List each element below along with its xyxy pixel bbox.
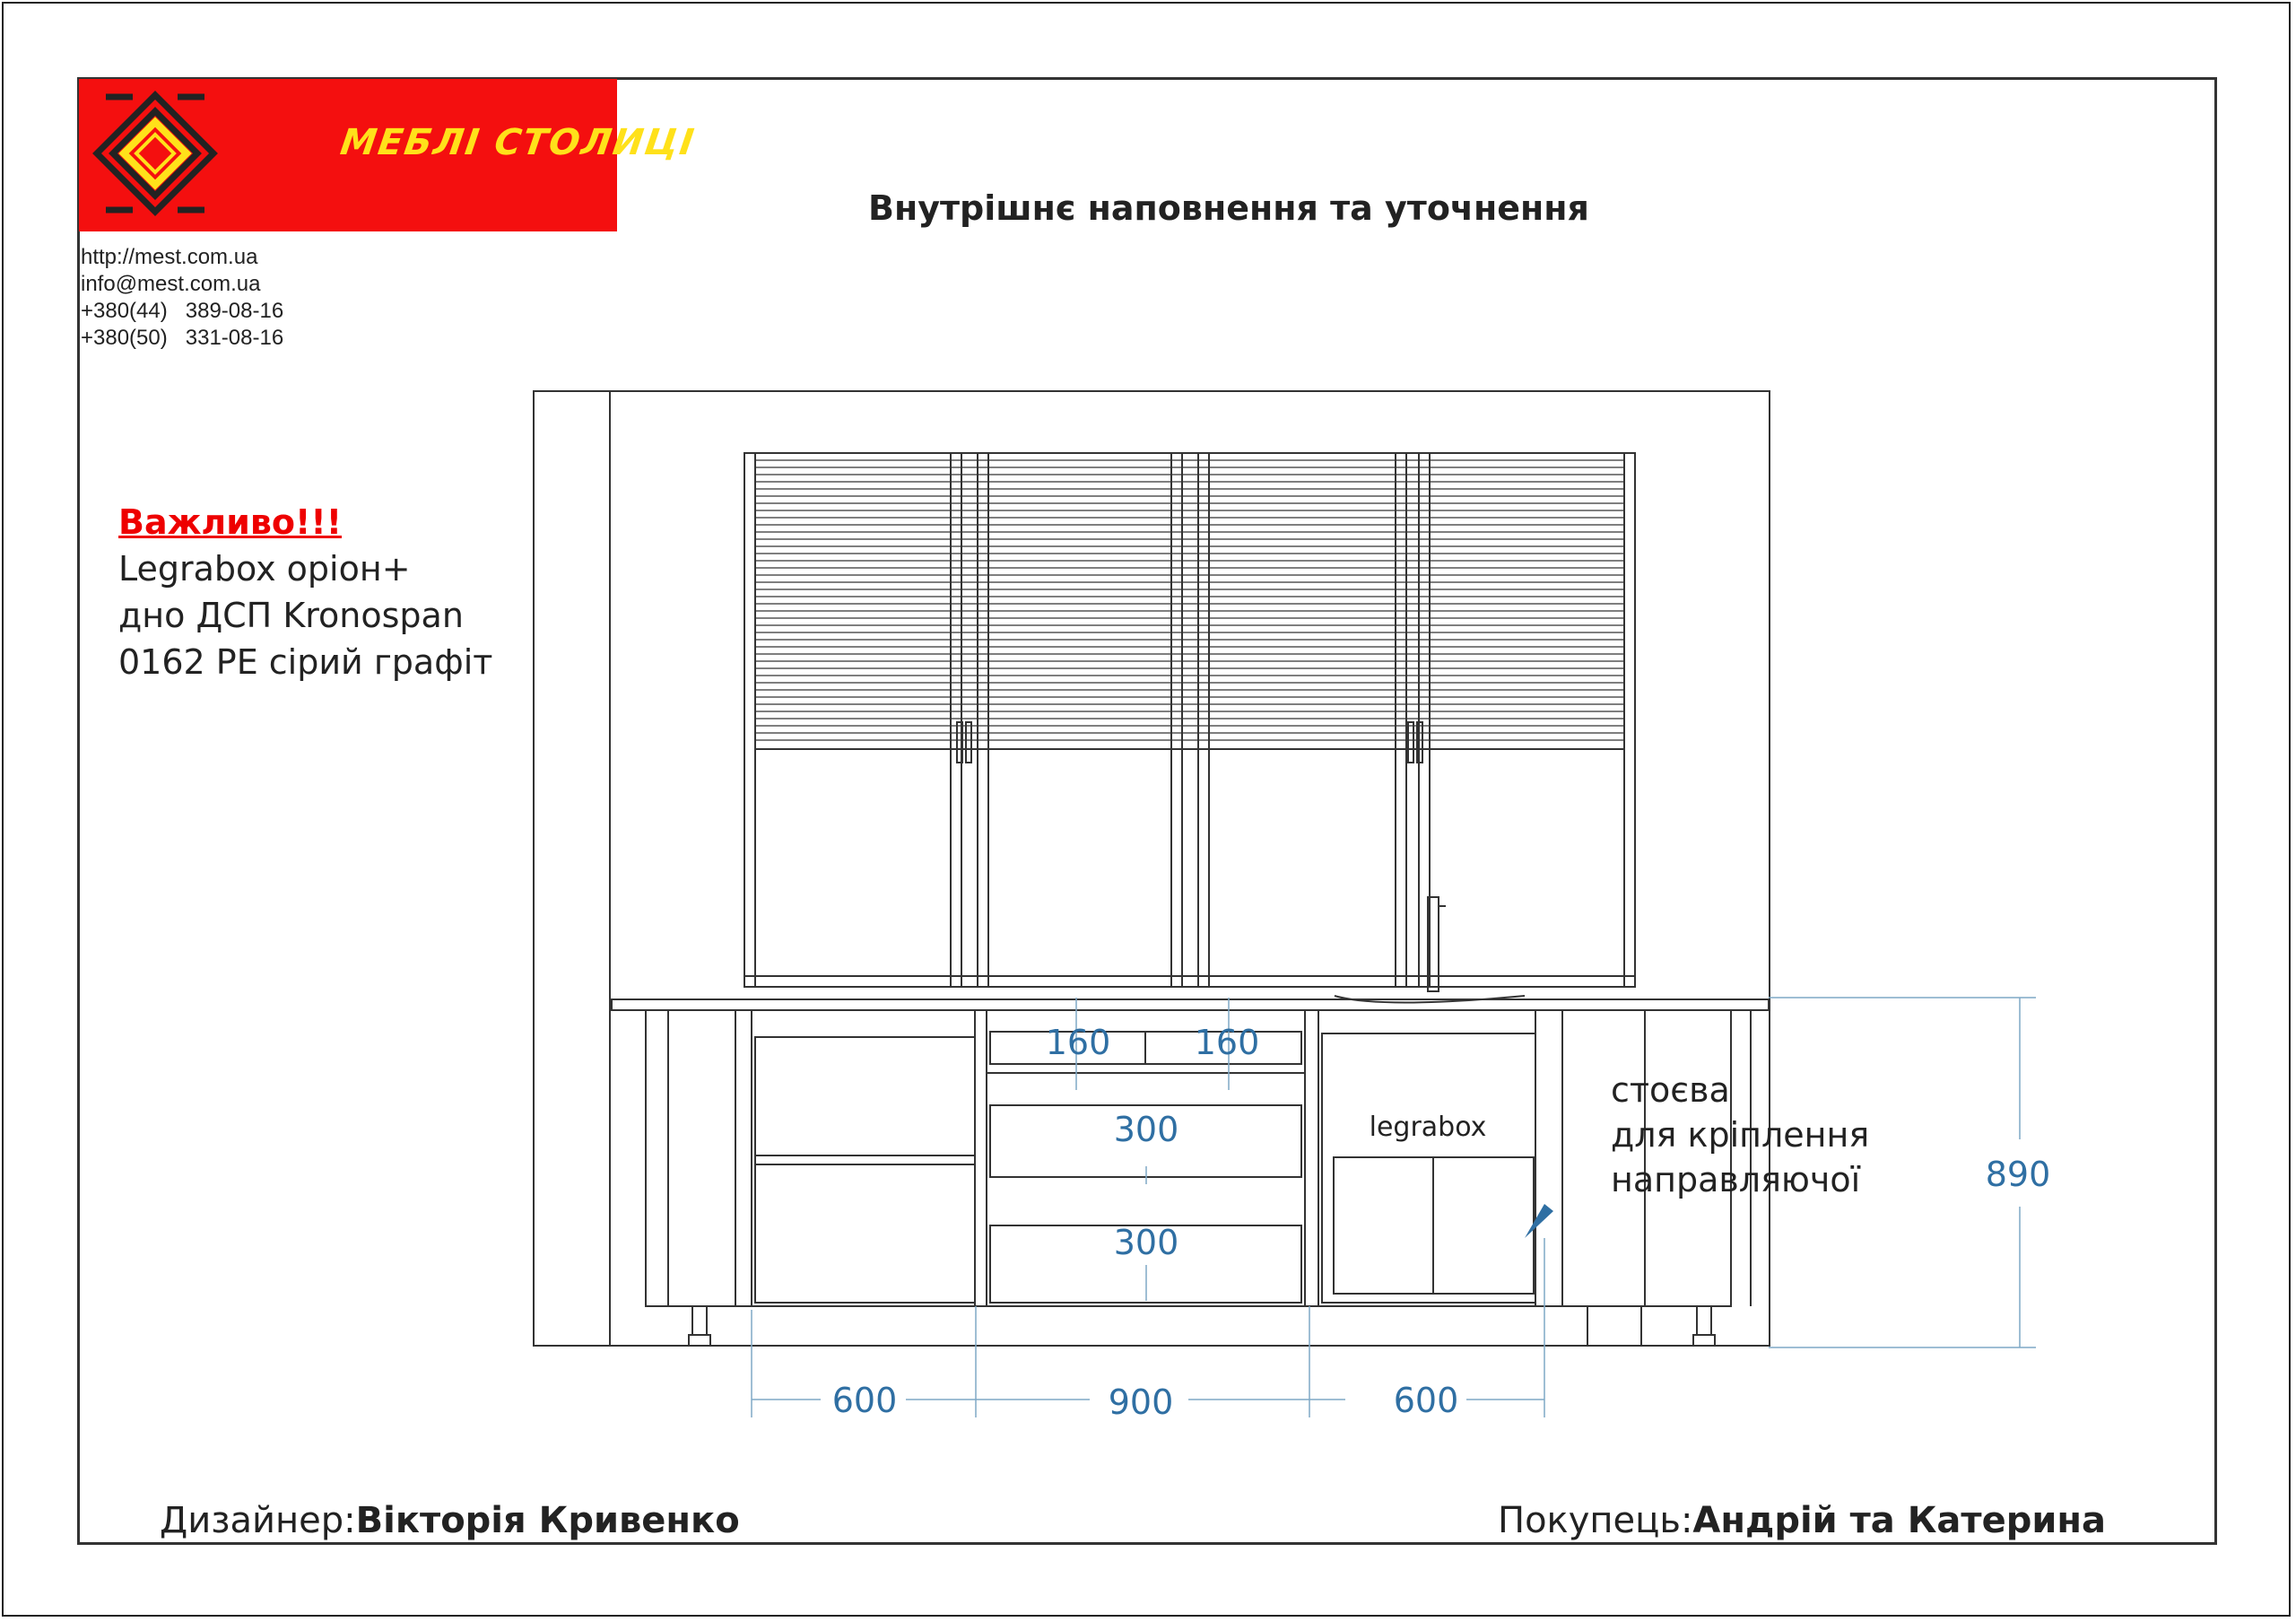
legrabox-label: legrabox xyxy=(1369,1112,1487,1143)
dim-width-left: 600 xyxy=(831,1381,898,1420)
window-blinds xyxy=(755,460,1624,740)
countertop xyxy=(612,999,1769,1010)
customer-label: Покупець: xyxy=(1498,1500,1693,1541)
post-label-line-3: направляючої xyxy=(1611,1160,1861,1199)
designer-name: Вікторія Кривенко xyxy=(355,1500,740,1541)
customer-name: Андрій та Катерина xyxy=(1692,1500,2107,1541)
dim-width-right: 600 xyxy=(1393,1381,1459,1420)
dim-height-total: 890 xyxy=(1985,1155,2051,1194)
note-line-3: 0162 PE сірий графіт xyxy=(118,642,493,682)
brand-name: МЕБЛІ СТОЛИЦІ xyxy=(337,122,699,163)
website-link[interactable]: http://mest.com.ua xyxy=(81,245,258,269)
note-line-1: Legrabox оріон+ xyxy=(118,549,411,589)
post-label-line-2: для кріплення xyxy=(1611,1115,1870,1155)
left-cabinet xyxy=(755,1037,975,1303)
wall-outline xyxy=(534,391,1770,1346)
post-label-line-1: стоєва xyxy=(1611,1070,1730,1110)
leg-left xyxy=(692,1306,707,1335)
dimension-arrows xyxy=(1525,1204,1553,1238)
dim-drawer-low: 300 xyxy=(1113,1223,1179,1262)
note-heading: Важливо!!! xyxy=(118,502,343,542)
designer-label: Дизайнер: xyxy=(160,1500,356,1541)
dim-drawer-top-right: 160 xyxy=(1194,1023,1260,1062)
phone-1: +380(44) 389-08-16 xyxy=(81,299,284,323)
dim-drawer-mid: 300 xyxy=(1113,1110,1179,1149)
phone-2: +380(50) 331-08-16 xyxy=(81,326,284,350)
designer-credit xyxy=(160,1500,740,1541)
leg-right xyxy=(1697,1306,1711,1335)
base-cabinets xyxy=(646,1010,1731,1306)
page-title: Внутрішнє наповнення та уточнення xyxy=(868,188,1589,228)
dimension-lines xyxy=(752,998,2036,1417)
customer-credit xyxy=(1498,1500,2106,1541)
upper-cabinets xyxy=(744,453,1635,987)
dim-drawer-top-left: 160 xyxy=(1045,1023,1111,1062)
email-link[interactable]: info@mest.com.ua xyxy=(81,272,261,296)
note-line-2: дно ДСП Kronospan xyxy=(118,596,464,635)
dim-width-center: 900 xyxy=(1108,1382,1174,1422)
right-cabinet xyxy=(1322,1033,1535,1303)
